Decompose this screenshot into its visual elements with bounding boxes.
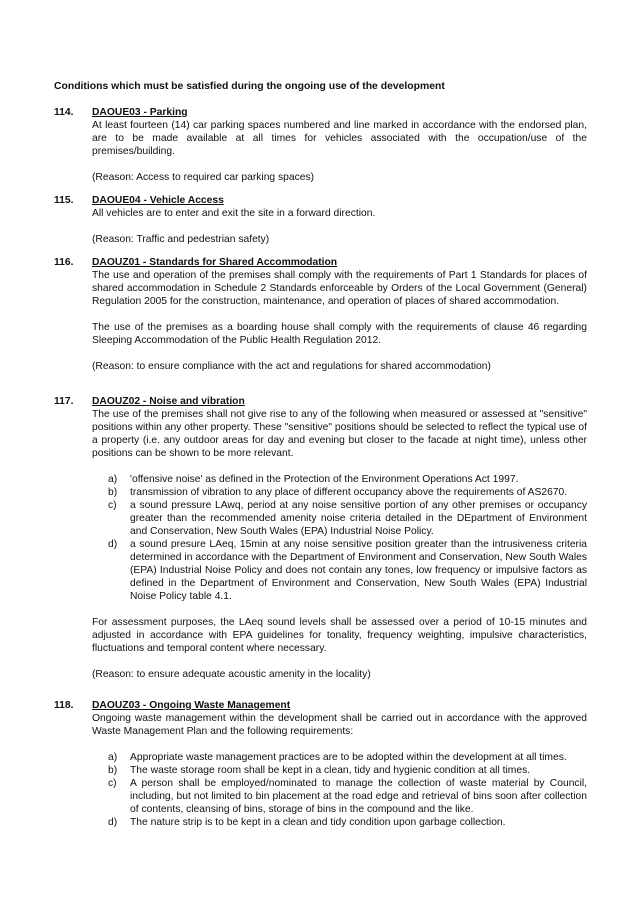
list-item-label: c) (108, 500, 117, 511)
list-item-text: 'offensive noise' as defined in the Protection of the Environment Operations Act 1997. (130, 474, 519, 485)
condition-116 (54, 256, 587, 373)
list-item-label: b) (108, 765, 118, 776)
list-item-text: A person shall be employed/nominated to manage the collection of waste material by Council, including, but not limited to bin placement at the road edge and retrieval of bins soon after collection of contents, cleansing of bins, storage of bins in the compound and the like. (130, 778, 587, 815)
condition-paragraph: The use of the premises shall not give rise to any of the following when measured or assessed at "sensitive" positions within any other property. These "sensitive" positions should be selected to reflect the typical use of a property (i.e. any outdoor areas for day and evening but closer to the facade at night time), unless other positions can be shown to be more relevant. (92, 409, 587, 459)
condition-title: DAOUZ02 - Noise and vibration (92, 396, 245, 407)
condition-paragraph: All vehicles are to enter and exit the site in a forward direction. (92, 208, 376, 219)
condition-reason: (Reason: Traffic and pedestrian safety) (92, 234, 270, 245)
condition-115 (54, 194, 587, 246)
condition-number: 114. (54, 107, 74, 118)
list-item (108, 777, 587, 816)
list-item-label: b) (108, 487, 118, 498)
list-item-text: a sound pressure LAwq, period at any noise sensitive portion of any other premises or occupancy greater than the recommended amenity noise criteria detailed in the DEpartment of Environment and Conservation, New South Wales (EPA) Industrial Noise Policy. (130, 500, 587, 537)
condition-118 (54, 699, 587, 829)
list-item-text: The nature strip is to be kept in a clean and tidy condition upon garbage collection. (130, 817, 506, 828)
condition-paragraph: The use of the premises as a boarding house shall comply with the requirements of clause 46 regarding Sleeping Accommodation of the Public Health Regulation 2012. (92, 322, 587, 346)
condition-reason: (Reason: Access to required car parking spaces) (92, 172, 315, 183)
list-item (108, 486, 587, 499)
list-item (108, 751, 587, 764)
list-item (108, 764, 587, 777)
list-item (108, 499, 587, 538)
condition-number: 116. (54, 257, 74, 268)
condition-number: 115. (54, 195, 74, 206)
condition-117 (54, 395, 587, 681)
condition-paragraph: Ongoing waste management within the development shall be carried out in accordance with the approved Waste Management Plan and the following requirements: (92, 713, 587, 737)
list-item-label: d) (108, 817, 118, 828)
condition-114 (54, 106, 587, 184)
section-heading: Conditions which must be satisfied during the ongoing use of the development (54, 81, 445, 92)
list-item-label: a) (108, 474, 118, 485)
condition-number: 117. (54, 396, 74, 407)
condition-list (108, 473, 587, 603)
list-item-label: a) (108, 752, 118, 763)
condition-list (108, 751, 587, 829)
list-item (108, 816, 587, 829)
condition-paragraph: For assessment purposes, the LAeq sound levels shall be assessed over a period of 10-15 minutes and adjusted in accordance with EPA guidelines for tonality, frequency weighting, impulsive characteristics, fluctuations and temporal content where necessary. (92, 617, 587, 654)
condition-reason: (Reason: to ensure adequate acoustic amenity in the locality) (92, 669, 371, 680)
condition-title: DAOUE04 - Vehicle Access (92, 195, 224, 206)
list-item-label: c) (108, 778, 117, 789)
condition-paragraph: At least fourteen (14) car parking spaces numbered and line marked in accordance with the endorsed plan, are to be made available at all times for vehicles associated with the occupation/use of the premises/building. (92, 120, 587, 157)
condition-title: DAOUE03 - Parking (92, 107, 188, 118)
list-item-text: transmission of vibration to any place of different occupancy above the requirements of AS2670. (130, 487, 568, 498)
list-item (108, 538, 587, 603)
condition-title: DAOUZ03 - Ongoing Waste Management (92, 700, 291, 711)
condition-paragraph: The use and operation of the premises shall comply with the requirements of Part 1 Standards for places of shared accommodation in Schedule 2 Standards enforceable by Orders of the Local Government (General) Regulation 2005 for the construction, maintenance, and operation of places of shared accommodation. (92, 270, 587, 307)
list-item-text: Appropriate waste management practices are to be adopted within the development at all times. (130, 752, 567, 763)
list-item-text: a sound presure LAeq, 15min at any noise sensitive position greater than the intrusiveness criteria determined in accordance with the Department of Environment and Conservation, New South Wales (EPA) Industrial Noise Policy and does not contain any tones, low frequency or impulsive factors as defined in the Department of Environment and Conservation, New South Wales (EPA) Industrial Noise Policy table 4.1. (130, 539, 587, 602)
condition-title: DAOUZ01 - Standards for Shared Accommodation (92, 257, 338, 268)
condition-reason: (Reason: to ensure compliance with the act and regulations for shared accommodation) (92, 361, 491, 372)
list-item (108, 473, 587, 486)
list-item-label: d) (108, 539, 118, 550)
condition-number: 118. (54, 700, 74, 711)
list-item-text: The waste storage room shall be kept in a clean, tidy and hygienic condition at all times. (130, 765, 531, 776)
